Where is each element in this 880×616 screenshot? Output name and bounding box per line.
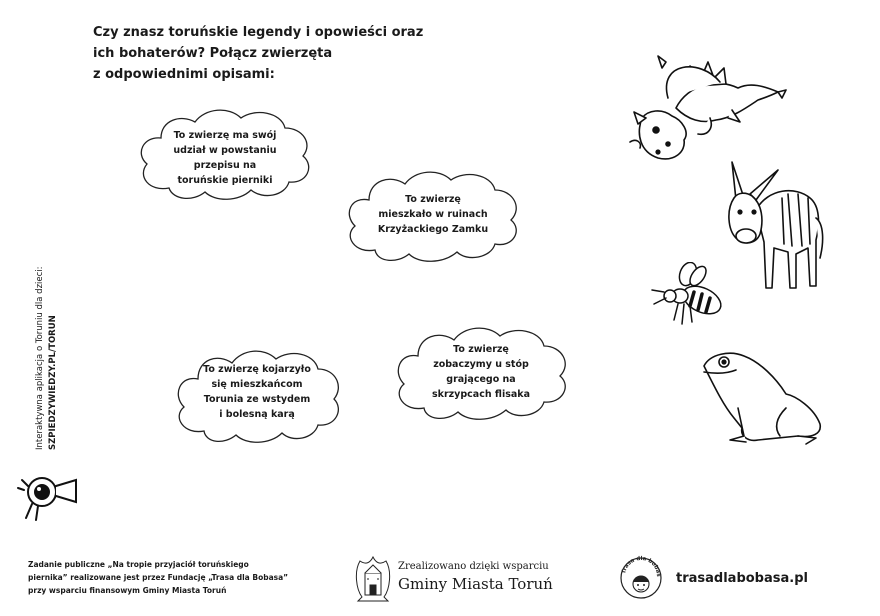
spy-logo-icon [14,470,80,522]
cloud-line: mieszkało w ruinach [378,209,488,220]
intro-question [93,22,424,85]
description-cloud-2[interactable] [343,164,523,264]
project-line: piernika” realizowane jest przez Fundację „Trasa dla Bobasa” [28,573,289,582]
cloud-text [135,128,315,188]
sponsor-line: Zrealizowano dzięki wsparciu [398,561,549,572]
donkey-icon[interactable] [716,158,826,298]
cloud-line: toruńskie pierniki [177,175,273,186]
cloud-line: To zwierzę ma swój [173,130,277,141]
cloud-line: To zwierzę [405,194,461,205]
description-cloud-4[interactable] [390,322,572,422]
cloud-text [343,192,523,237]
dragon-icon[interactable] [628,48,788,163]
app-promo-vertical [34,250,68,450]
project-line: przy wsparciu finansowym Gminy Miasta Toruń [28,586,227,595]
frog-icon[interactable] [700,348,825,448]
description-cloud-3[interactable] [172,345,342,445]
app-promo-line: Interaktywna aplikacja o Toruniu dla dzieci: [35,266,45,450]
cloud-line: przepisu na [193,160,257,171]
bee-icon[interactable] [650,262,730,332]
cloud-line: i bolesną karą [219,409,295,420]
sponsor-credit [398,560,553,594]
cloud-line: skrzypcach flisaka [431,389,530,400]
app-promo-url[interactable]: SZPIEDZYWIEDZY.PL/TORUN [48,315,58,450]
cloud-line: Torunia ze wstydem [203,394,311,405]
description-cloud-1[interactable] [135,104,315,202]
cloud-text [390,342,572,402]
website-link[interactable]: trasadlabobasa.pl [676,571,808,586]
trasa-dla-bobasa-badge-icon [618,552,664,602]
cloud-line: się mieszkańcom [211,379,303,390]
project-info [28,558,298,597]
project-line: Zadanie publiczne „Na tropie przyjaciół toruńskiego [28,560,249,569]
cloud-text [172,362,342,422]
badge-text: Trasa dla bobas [621,555,662,577]
cloud-line: udział w powstaniu [173,145,277,156]
cloud-line: grającego na [446,374,516,385]
intro-line: z odpowiednimi opisami: [93,67,275,82]
cloud-line: zobaczymy u stóp [433,359,529,370]
sponsor-name: Gminy Miasta Toruń [398,575,553,593]
cloud-line: Krzyżackiego Zamku [377,224,489,235]
cloud-line: To zwierzę [453,344,509,355]
cloud-line: To zwierzę kojarzyło [203,364,311,375]
intro-line: ich bohaterów? Połącz zwierzęta [93,46,333,61]
torun-coat-of-arms-icon [354,555,392,603]
intro-line: Czy znasz toruńskie legendy i opowieści oraz [93,25,424,40]
